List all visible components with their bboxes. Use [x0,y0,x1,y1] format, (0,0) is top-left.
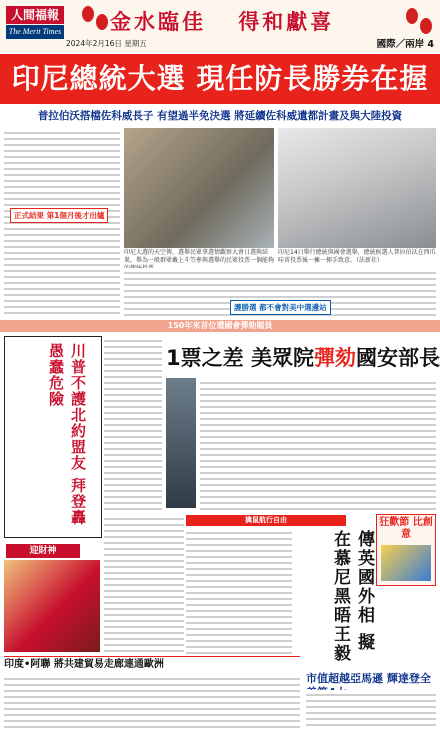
nvidia-article-text [306,690,436,730]
trump-headline[interactable]: 川普不護北約盟友 拜登轟愚蠢危險 [47,343,87,526]
nvidia-headline[interactable]: 市值超越亞馬遜 輝達登全 [306,672,431,685]
logo-chinese: 人間福報 [6,6,64,24]
greeting-right: 得和獻喜 [238,9,335,34]
dateline: 2024年2月16日 星期五 [66,39,147,48]
lead-kicker-1: 正式結果 第1個月後才出爐 [10,208,108,223]
lead-headline-bar [0,54,440,104]
prabowo-photo[interactable] [278,128,436,248]
lantern-icon [82,6,94,22]
middle-article-text [104,514,184,654]
new-year-greeting [110,6,400,36]
middle-section-bar: 擒鼠航行自由 [186,515,346,526]
mayorkas-headline-part1: 1票之差 美眾院 [166,346,314,370]
section-banner: 150年來首位遭國會彈劾閣員 [0,320,440,332]
newspaper-logo[interactable] [6,6,64,40]
section-label: 國際／兩岸 4 [376,39,434,50]
election-photo-crowd[interactable] [124,128,274,248]
mayorkas-article-text [200,378,436,510]
lead-headline[interactable]: 印尼總統大選 現任防長勝券在握 [11,62,429,95]
mayorkas-headline[interactable] [166,342,440,374]
india-article-text [4,674,300,730]
lead-article-column [4,128,120,318]
lantern-icon [406,8,418,24]
carnival-photo[interactable] [381,545,431,581]
logo-english: The Merit Times [6,25,64,39]
trump-story-box [4,336,102,538]
uk-headline[interactable]: 傳英國外相 擬在慕尼黑晤王毅 [330,530,374,663]
photo-caption-1: 印尼大選的天空傳，選舉民眾拿選情觀察大會日選與結果，舉為一般群眾戴上斗笠參與選舉的民眾投票一個能夠 [124,249,275,264]
lantern-icon [96,14,108,30]
masthead [0,0,440,52]
navigation-article-text [186,528,292,654]
photo-caption-2: 印尼14日舉行總統與國會選舉，總統候選人普拉伯沃在西爪哇省投票後一擁一揮手致意。（法新社） [278,249,436,264]
photo-label: 迎財神 [6,544,80,558]
trump-article-text [104,336,162,511]
carnival-title: 狂歡節 比創意 [379,517,433,540]
india-uae-headline[interactable]: 印度•阿聯 將共建貿易走廊連通歐洲 [4,659,164,670]
carnival-box[interactable] [376,514,436,586]
mayorkas-headline-impeach: 彈劾 [313,346,356,370]
lead-article-continued [124,268,436,318]
lantern-icon [420,18,432,34]
greeting-left: 金水臨佳 [110,9,206,34]
mayorkas-headline-part2: 國安部長 [355,346,440,370]
god-of-wealth-photo[interactable] [4,560,100,652]
mayorkas-photo[interactable] [166,378,196,508]
lead-subhead: 普拉伯沃搭檔佐科威長子 有望過半免決選 將延續佐科威遺都計畫及與大陸投資 [37,110,403,122]
divider [4,656,300,657]
lead-kicker-2: 護勝選 都不會對美中選邊站 [230,300,331,315]
